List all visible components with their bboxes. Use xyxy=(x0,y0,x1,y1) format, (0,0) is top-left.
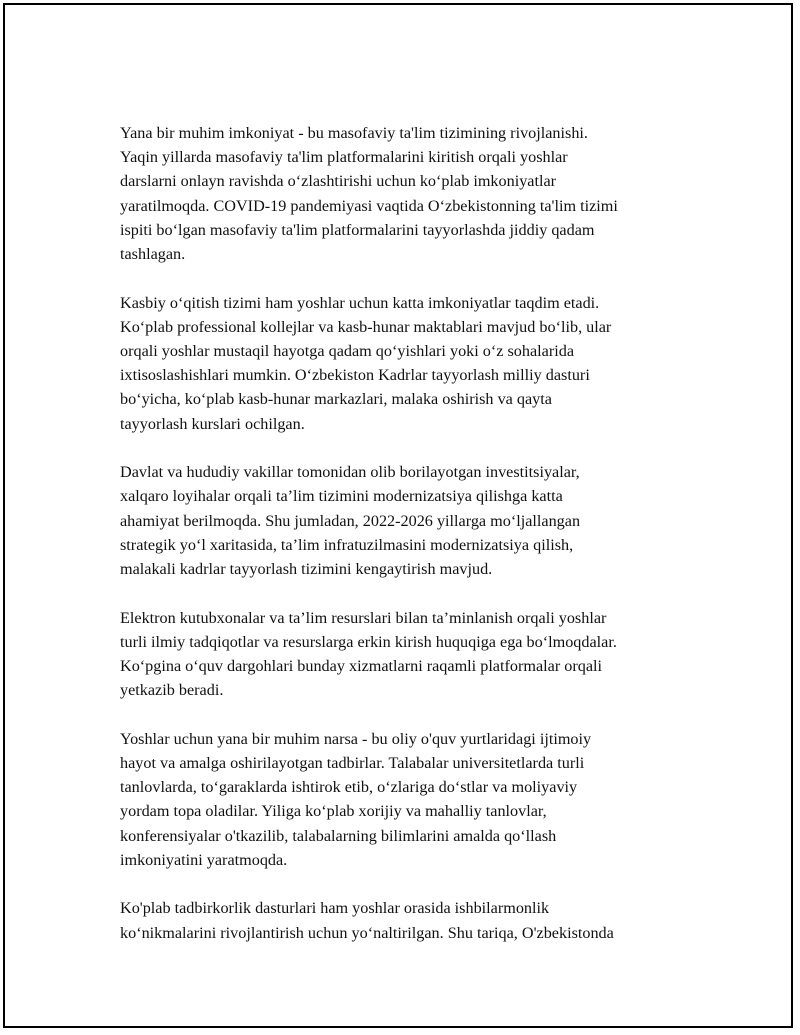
text-line: Davlat va hududiy vakillar tomonidan olib borilayotgan investitsiyalar, xyxy=(120,463,580,482)
text-line: hayot va amalga oshirilayotgan tadbirlar. Talabalar universitetlarda turli xyxy=(120,754,585,773)
paragraph-entrepreneurship xyxy=(120,896,690,944)
paragraph-vocational-training xyxy=(120,291,690,436)
text-line: Yoshlar uchun yana bir muhim narsa - bu oliy o'quv yurtlaridagi ijtimoiy xyxy=(120,729,592,748)
text-line: Kasbiy o‘qitish tizimi ham yoshlar uchun katta imkoniyatlar taqdim etadi. xyxy=(120,293,600,312)
text-line: Elektron kutubxonalar va ta’lim resurslari bilan ta’minlanish orqali yoshlar xyxy=(120,608,607,627)
text-line: tayyorlash kurslari ochilgan. xyxy=(120,414,305,433)
text-line: Yaqin yillarda masofaviy ta'lim platformalarini kiritish orqali yoshlar xyxy=(120,148,568,167)
document-page xyxy=(3,3,793,1028)
text-line: Yana bir muhim imkoniyat - bu masofaviy ta'lim tizimining rivojlanishi. xyxy=(120,124,588,142)
text-line: bo‘yicha, ko‘plab kasb-hunar markazlari, malaka oshirish va qayta xyxy=(120,390,552,409)
text-line: ixtisoslashishlari mumkin. O‘zbekiston Kadrlar tayyorlash milliy dasturi xyxy=(120,366,590,385)
text-line: malakali kadrlar tayyorlash tizimini kengaytirish mavjud. xyxy=(120,560,493,579)
text-line: orqali yoshlar mustaqil hayotga qadam qo‘yishlari yoki o‘z sohalarida xyxy=(120,342,575,361)
text-line: turli ilmiy tadqiqotlar va resurslarga erkin kirish huquqiga ega bo‘lmoqdalar. xyxy=(120,632,617,651)
text-line: tashlagan. xyxy=(120,245,186,264)
text-line: Ko‘pgina o‘quv dargohlari bunday xizmatlarni raqamli platformalar orqali xyxy=(120,657,603,676)
text-line: tanlovlarda, to‘garaklarda ishtirok etib, o‘zlariga do‘stlar va moliyaviy xyxy=(120,778,578,797)
text-line: ahamiyat berilmoqda. Shu jumladan, 2022-2026 yillarga mo‘ljallangan xyxy=(120,511,581,530)
text-line: yaratilmoqda. COVID-19 pandemiyasi vaqtida O‘zbekistonning ta'lim tizimi xyxy=(120,196,618,215)
text-line: imkoniyatini yaratmoqda. xyxy=(120,850,288,869)
paragraph-distance-learning xyxy=(120,121,690,266)
text-line: ispiti bo‘lgan masofaviy ta'lim platformalarini tayyorlashda jiddiy qadam xyxy=(120,220,595,239)
text-line: strategik yo‘l xaritasida, ta’lim infratuzilmasini modernizatsiya qilish, xyxy=(120,535,574,554)
text-line: Ko'plab tadbirkorlik dasturlari ham yoshlar orasida ishbilarmonlik xyxy=(120,899,550,918)
text-line: ko‘nikmalarini rivojlantirish uchun yo‘naltirilgan. Shu tariqa, O'zbekistonda xyxy=(120,923,614,942)
text-line: konferensiyalar o'tkazilib, talabalarning bilimlarini amalda qo‘llash xyxy=(120,826,557,845)
paragraph-investment-modernization xyxy=(120,460,690,581)
document-body xyxy=(120,121,690,969)
text-line: yordam topa oladilar. Yiliga ko‘plab xorijiy va mahalliy tanlovlar, xyxy=(120,802,547,821)
text-line: xalqaro loyihalar orqali ta’lim tizimini modernizatsiya qilishga katta xyxy=(120,487,563,506)
text-line: darslarni onlayn ravishda o‘zlashtirishi uchun ko‘plab imkoniyatlar xyxy=(120,172,557,191)
text-line: yetkazib beradi. xyxy=(120,681,224,700)
paragraph-student-life xyxy=(120,727,690,872)
paragraph-electronic-libraries xyxy=(120,606,690,703)
text-line: Ko‘plab professional kollejlar va kasb-hunar maktablari mavjud bo‘lib, ular xyxy=(120,317,612,336)
